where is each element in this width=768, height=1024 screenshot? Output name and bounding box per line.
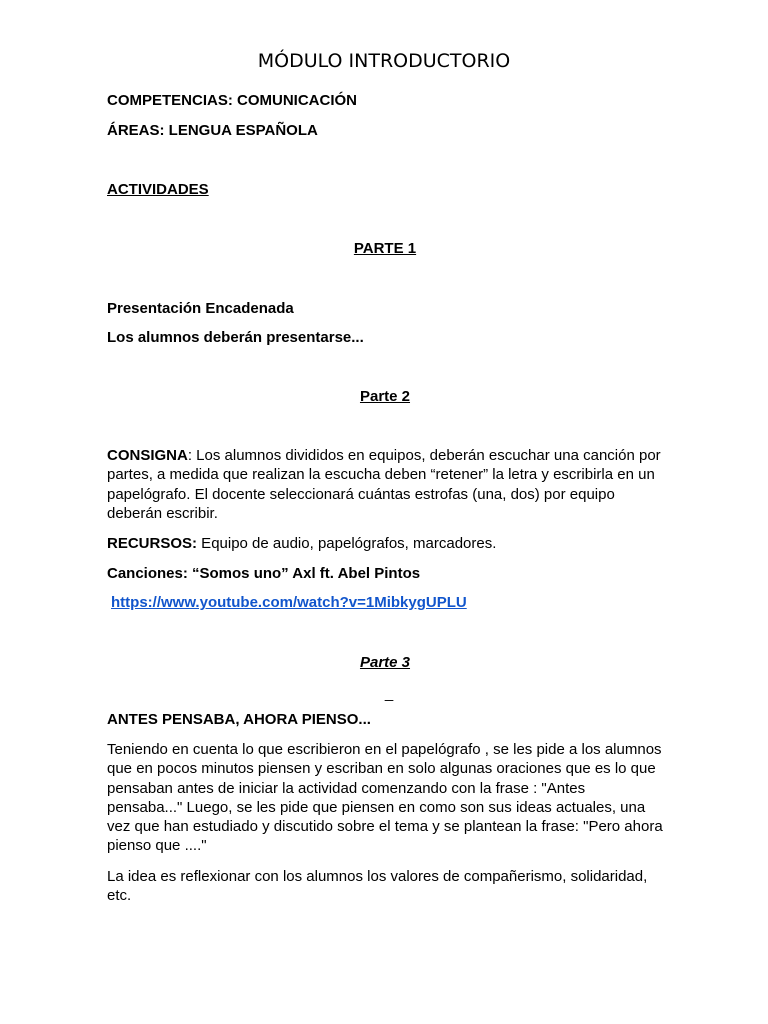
parte3-paragraph-2: La idea es reflexionar con los alumnos los valores de compañerismo, solidaridad, etc. bbox=[107, 868, 648, 905]
consigna-label: CONSIGNA bbox=[107, 447, 188, 464]
parte1-subtitle: Presentación Encadenada bbox=[107, 300, 294, 317]
parte3-heading bbox=[107, 653, 663, 672]
recursos-text: Equipo de audio, papelógrafos, marcadores. bbox=[197, 535, 497, 552]
parte3-subtitle: ANTES PENSABA, AHORA PIENSO... bbox=[107, 711, 371, 728]
youtube-link-line bbox=[111, 593, 667, 612]
recursos-label: RECURSOS: bbox=[107, 535, 198, 552]
parte1-heading bbox=[107, 239, 663, 258]
parte1-heading-text: PARTE 1 bbox=[353, 240, 417, 257]
parte1-text: Los alumnos deberán presentarse... bbox=[107, 329, 364, 346]
parte3-dash: _ bbox=[384, 685, 394, 702]
document-title bbox=[107, 49, 661, 73]
competencias-line: COMPETENCIAS: COMUNICACIÓN bbox=[107, 92, 357, 109]
parte3-paragraph-1: Teniendo en cuenta lo que escribieron en el papelógrafo , se les pide a los alumnos que en pocos minutos piensen y escriban en solo algunas oraciones que es lo que pensaban antes de iniciar la actividad comenzando con la frase : "Antes pensaba..." Luego, se les pide que piensen en como son sus ideas actuales, una vez que han estudiado y discutido sobre el tema y se plantean la frase: "Pero ahora pienso que ...." bbox=[107, 741, 663, 855]
recursos-paragraph bbox=[107, 534, 663, 553]
consigna-text: : Los alumnos divididos en equipos, deberán escuchar una canción por partes, a medida que realizan la escucha deben “retener” la letra y escribirla en un papelógrafo. El docente seleccionará cuántas estrofas (una, dos) por equipo deberán escribir. bbox=[107, 447, 661, 522]
parte2-heading bbox=[107, 387, 663, 406]
youtube-link[interactable]: https://www.youtube.com/watch?v=1MibkygUPLU bbox=[111, 594, 467, 611]
parte3-heading-text: Parte 3 bbox=[359, 654, 411, 671]
document-title-text: MÓDULO INTRODUCTORIO bbox=[257, 50, 511, 72]
canciones-line: Canciones: “Somos uno” Axl ft. Abel Pintos bbox=[107, 565, 421, 582]
consigna-paragraph bbox=[107, 446, 663, 523]
parte2-heading-text: Parte 2 bbox=[359, 388, 411, 405]
areas-line: ÁREAS: LENGUA ESPAÑOLA bbox=[107, 122, 318, 139]
actividades-heading: ACTIVIDADES bbox=[107, 181, 209, 198]
